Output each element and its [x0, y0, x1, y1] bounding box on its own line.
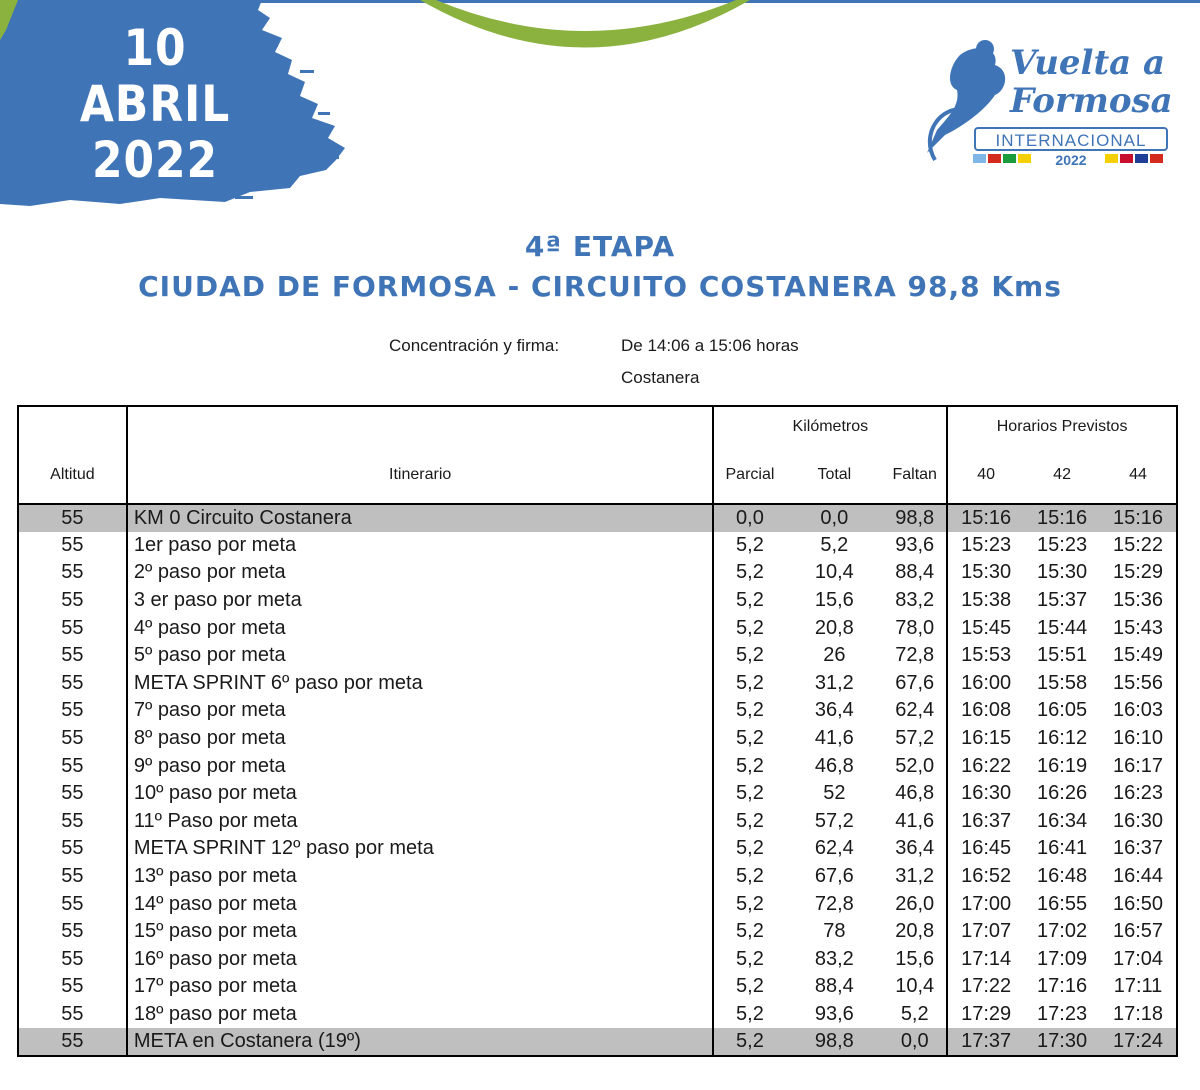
cell-parcial: 5,2 [713, 642, 785, 670]
cell-total: 5,2 [820, 533, 849, 556]
cell-altitud: 55 [18, 946, 127, 974]
cell-itinerario: 17º paso por meta [127, 973, 714, 1001]
cell-altitud: 55 [18, 973, 127, 1001]
cell-parcial: 5,2 [713, 890, 785, 918]
cell-faltan: 52,0 [895, 754, 935, 777]
table-row [18, 1028, 1177, 1056]
cell-hora-40: 16:37 [947, 808, 1024, 836]
col-parcial: Parcial [713, 447, 785, 504]
cell-parcial: 5,2 [713, 1028, 785, 1056]
cell-itinerario: 11º Paso por meta [127, 808, 714, 836]
cell-altitud: 55 [18, 752, 127, 780]
col-speed-40: 40 [947, 447, 1024, 504]
cell-faltan: 0,0 [883, 1028, 947, 1056]
logo-year: 2022 [1055, 152, 1087, 168]
cell-hora-40: 17:14 [947, 946, 1024, 974]
cell-hora-42: 17:23 [1037, 1002, 1088, 1025]
cell-parcial: 5,2 [713, 863, 785, 891]
cell-total: 52 [823, 782, 846, 805]
cell-itinerario: 3 er paso por meta [127, 587, 714, 615]
cell-hora-42: 17:02 [1037, 920, 1088, 943]
cell-faltan: 78,0 [895, 616, 935, 639]
cell-itinerario: 14º paso por meta [127, 890, 714, 918]
cell-itinerario: META SPRINT 12º paso por meta [127, 835, 714, 863]
table-row [18, 725, 1177, 753]
cell-total: 57,2 [814, 809, 854, 832]
cell-hora-44: 16:10 [1100, 725, 1177, 753]
cell-hora-40: 16:00 [947, 670, 1024, 698]
cell-parcial: 5,2 [713, 752, 785, 780]
cell-altitud: 55 [18, 808, 127, 836]
table-row [18, 835, 1177, 863]
cell-total: 26 [823, 644, 846, 667]
cell-altitud: 55 [18, 918, 127, 946]
cell-hora-42: 16:12 [1037, 727, 1088, 750]
cell-faltan: 88,4 [895, 561, 935, 584]
cell-faltan: 41,6 [895, 809, 935, 832]
vuelta-a-formosa-logo [915, 35, 1185, 180]
cell-hora-40: 17:07 [947, 918, 1024, 946]
cell-hora-40: 16:30 [947, 780, 1024, 808]
cell-altitud: 55 [18, 614, 127, 642]
cell-total: 41,6 [814, 727, 854, 750]
cell-itinerario: 10º paso por meta [127, 780, 714, 808]
cell-itinerario: 18º paso por meta [127, 1001, 714, 1029]
concentration-place: Costanera [621, 368, 700, 387]
cell-hora-40: 17:37 [947, 1028, 1024, 1056]
logo-line1: Vuelta a [1010, 43, 1166, 83]
col-altitud: Altitud [18, 447, 127, 504]
cell-hora-42: 15:23 [1037, 533, 1088, 556]
cell-hora-44: 15:43 [1100, 614, 1177, 642]
cell-altitud: 55 [18, 587, 127, 615]
cell-parcial: 5,2 [713, 1001, 785, 1029]
cell-hora-42: 15:44 [1037, 616, 1088, 639]
concentration-label: Concentración y firma: [389, 336, 560, 355]
cell-total: 62,4 [814, 837, 854, 860]
cell-altitud: 55 [18, 725, 127, 753]
logo-badge: INTERNACIONAL [995, 131, 1147, 150]
cell-faltan: 57,2 [895, 727, 935, 750]
cell-parcial: 5,2 [713, 697, 785, 725]
cell-hora-40: 15:38 [947, 587, 1024, 615]
cell-hora-44: 15:16 [1100, 504, 1177, 532]
cell-total: 31,2 [814, 671, 854, 694]
cell-total: 78 [823, 920, 846, 943]
table-row [18, 559, 1177, 587]
cell-parcial: 5,2 [713, 587, 785, 615]
cell-hora-42: 17:09 [1037, 947, 1088, 970]
table-row [18, 642, 1177, 670]
cell-hora-44: 16:03 [1100, 697, 1177, 725]
table-row [18, 808, 1177, 836]
cell-itinerario: 16º paso por meta [127, 946, 714, 974]
cell-hora-42: 16:48 [1037, 865, 1088, 888]
table-row [18, 780, 1177, 808]
cell-hora-44: 15:29 [1100, 559, 1177, 587]
cell-hora-42: 17:16 [1037, 975, 1088, 998]
cell-total: 15,6 [814, 589, 854, 612]
table-row [18, 504, 1177, 532]
table-row [18, 946, 1177, 974]
cell-hora-40: 17:29 [947, 1001, 1024, 1029]
cell-itinerario: KM 0 Circuito Costanera [127, 504, 714, 532]
logo-line2: Formosa [1010, 81, 1173, 121]
cell-itinerario: 8º paso por meta [127, 725, 714, 753]
cell-hora-40: 15:53 [947, 642, 1024, 670]
cell-parcial: 5,2 [713, 780, 785, 808]
cell-itinerario: 5º paso por meta [127, 642, 714, 670]
cell-total: 20,8 [814, 616, 854, 639]
cell-hora-42: 15:16 [1024, 504, 1100, 532]
cell-hora-44: 16:50 [1100, 890, 1177, 918]
cell-parcial: 5,2 [713, 725, 785, 753]
cell-hora-42: 17:30 [1024, 1028, 1100, 1056]
cell-faltan: 83,2 [895, 589, 935, 612]
cell-parcial: 5,2 [713, 835, 785, 863]
cell-parcial: 5,2 [713, 808, 785, 836]
cell-hora-44: 16:37 [1100, 835, 1177, 863]
cell-hora-40: 16:15 [947, 725, 1024, 753]
cell-hora-44: 16:30 [1100, 808, 1177, 836]
date-month: ABRIL [79, 75, 231, 133]
cell-total: 0,0 [785, 504, 883, 532]
header-itinerario-top [127, 406, 714, 447]
cell-hora-40: 15:23 [947, 532, 1024, 560]
cell-hora-44: 17:04 [1100, 946, 1177, 974]
cell-faltan: 46,8 [895, 782, 935, 805]
cell-parcial: 5,2 [713, 559, 785, 587]
cell-hora-42: 15:51 [1037, 644, 1088, 667]
cell-faltan: 93,6 [895, 533, 935, 556]
table-row [18, 863, 1177, 891]
cell-altitud: 55 [18, 532, 127, 560]
cell-parcial: 5,2 [713, 670, 785, 698]
cell-altitud: 55 [18, 697, 127, 725]
cell-parcial: 5,2 [713, 532, 785, 560]
event-date [40, 20, 270, 188]
cell-hora-42: 15:58 [1037, 671, 1088, 694]
cell-hora-44: 15:22 [1100, 532, 1177, 560]
date-day: 10 [123, 19, 187, 77]
decorative-arc [420, 0, 750, 60]
col-total: Total [785, 447, 883, 504]
col-faltan: Faltan [883, 447, 947, 504]
cell-hora-42: 16:19 [1037, 754, 1088, 777]
header-altitud-top [18, 406, 127, 447]
cell-hora-44: 17:18 [1100, 1001, 1177, 1029]
cell-itinerario: META SPRINT 6º paso por meta [127, 670, 714, 698]
cell-hora-40: 17:22 [947, 973, 1024, 1001]
cell-total: 98,8 [785, 1028, 883, 1056]
route-unit: Kms [991, 270, 1062, 303]
cell-hora-42: 16:34 [1037, 809, 1088, 832]
cell-hora-40: 15:45 [947, 614, 1024, 642]
cell-hora-42: 15:37 [1037, 589, 1088, 612]
table-row [18, 614, 1177, 642]
cell-hora-40: 15:30 [947, 559, 1024, 587]
cell-faltan: 31,2 [895, 865, 935, 888]
cell-hora-40: 17:00 [947, 890, 1024, 918]
cell-hora-42: 16:26 [1037, 782, 1088, 805]
date-year: 2022 [91, 131, 218, 189]
cell-parcial: 5,2 [713, 614, 785, 642]
cell-hora-44: 15:36 [1100, 587, 1177, 615]
cell-itinerario: 2º paso por meta [127, 559, 714, 587]
cell-total: 72,8 [814, 892, 854, 915]
cell-itinerario: META en Costanera (19º) [127, 1028, 714, 1056]
cell-faltan: 5,2 [900, 1002, 929, 1025]
cell-total: 83,2 [814, 947, 854, 970]
cell-altitud: 55 [18, 670, 127, 698]
cell-faltan: 67,6 [895, 671, 935, 694]
concentration-time: De 14:06 a 15:06 horas [621, 336, 799, 355]
header-horarios: Horarios Previstos [947, 406, 1177, 447]
cell-hora-40: 16:22 [947, 752, 1024, 780]
cell-faltan: 36,4 [895, 837, 935, 860]
cell-hora-44: 16:23 [1100, 780, 1177, 808]
cell-faltan: 26,0 [895, 892, 935, 915]
cell-hora-42: 16:55 [1037, 892, 1088, 915]
cell-parcial: 5,2 [713, 973, 785, 1001]
cell-itinerario: 9º paso por meta [127, 752, 714, 780]
cell-faltan: 10,4 [895, 975, 935, 998]
header-kilometros: Kilómetros [713, 406, 947, 447]
cell-parcial: 0,0 [713, 504, 785, 532]
table-row [18, 587, 1177, 615]
cell-itinerario: 4º paso por meta [127, 614, 714, 642]
cell-total: 93,6 [814, 1002, 854, 1025]
cell-hora-44: 16:44 [1100, 863, 1177, 891]
col-itinerario: Itinerario [127, 447, 714, 504]
table-row [18, 918, 1177, 946]
cell-hora-40: 16:08 [947, 697, 1024, 725]
cell-parcial: 5,2 [713, 918, 785, 946]
table-row [18, 532, 1177, 560]
itinerary-table [17, 405, 1178, 1057]
cell-itinerario: 1er paso por meta [127, 532, 714, 560]
cell-hora-44: 17:11 [1100, 973, 1177, 1001]
route-title [0, 270, 1200, 303]
cell-altitud: 55 [18, 642, 127, 670]
cell-altitud: 55 [18, 890, 127, 918]
table-row [18, 973, 1177, 1001]
table-row [18, 697, 1177, 725]
cell-itinerario: 7º paso por meta [127, 697, 714, 725]
route-name: CIUDAD DE FORMOSA - CIRCUITO COSTANERA 98,8 [138, 270, 981, 303]
cell-altitud: 55 [18, 835, 127, 863]
cell-altitud: 55 [18, 504, 127, 532]
table-row [18, 752, 1177, 780]
col-speed-44: 44 [1100, 447, 1177, 504]
cell-hora-44: 15:49 [1100, 642, 1177, 670]
table-row [18, 890, 1177, 918]
cell-total: 36,4 [814, 699, 854, 722]
cell-hora-40: 16:45 [947, 835, 1024, 863]
cell-total: 10,4 [814, 561, 854, 584]
cell-altitud: 55 [18, 559, 127, 587]
cell-altitud: 55 [18, 780, 127, 808]
cell-total: 88,4 [814, 975, 854, 998]
table-row [18, 1001, 1177, 1029]
cell-itinerario: 15º paso por meta [127, 918, 714, 946]
cell-hora-42: 16:41 [1037, 837, 1088, 860]
cell-faltan: 98,8 [883, 504, 947, 532]
cell-faltan: 20,8 [895, 920, 935, 943]
cell-hora-40: 15:16 [947, 504, 1024, 532]
cell-total: 46,8 [814, 754, 854, 777]
cell-hora-40: 16:52 [947, 863, 1024, 891]
cell-hora-42: 16:05 [1037, 699, 1088, 722]
cell-hora-42: 15:30 [1037, 561, 1088, 584]
cell-faltan: 15,6 [895, 947, 935, 970]
cell-hora-44: 17:24 [1100, 1028, 1177, 1056]
cell-itinerario: 13º paso por meta [127, 863, 714, 891]
cell-hora-44: 16:57 [1100, 918, 1177, 946]
cell-hora-44: 16:17 [1100, 752, 1177, 780]
cell-faltan: 72,8 [895, 644, 935, 667]
cell-altitud: 55 [18, 863, 127, 891]
cell-altitud: 55 [18, 1028, 127, 1056]
col-speed-42: 42 [1024, 447, 1100, 504]
cell-total: 67,6 [814, 865, 854, 888]
cell-altitud: 55 [18, 1001, 127, 1029]
cell-faltan: 62,4 [895, 699, 935, 722]
table-row [18, 670, 1177, 698]
stage-title: 4ª ETAPA [524, 230, 676, 263]
cell-hora-44: 15:56 [1100, 670, 1177, 698]
cell-parcial: 5,2 [713, 946, 785, 974]
